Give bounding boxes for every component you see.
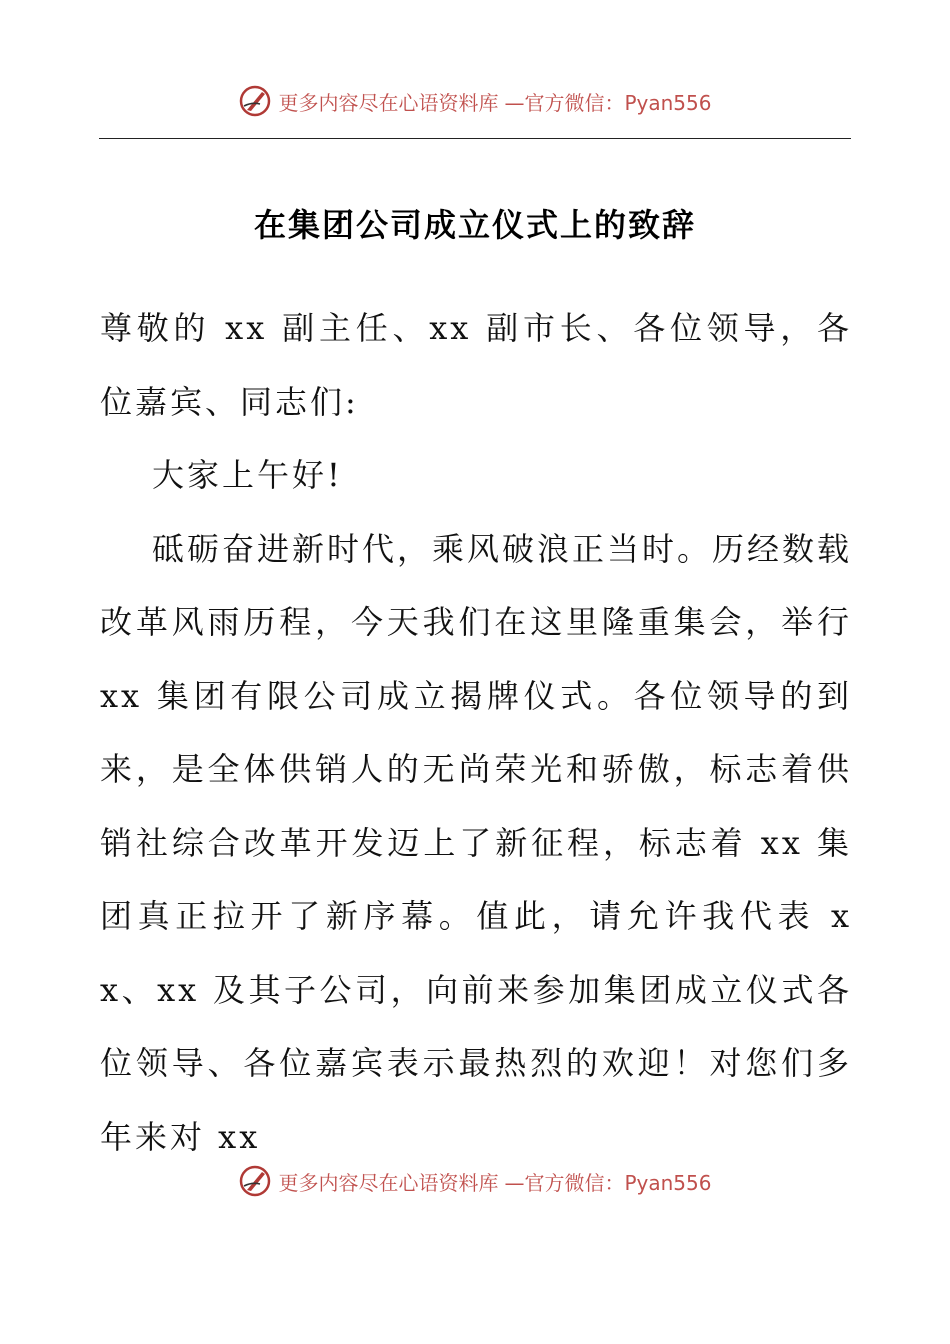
paragraph: 砥砺奋进新时代，乘风破浪正当时。历经数载改革风雨历程，今天我们在这里隆重集会，举行 xx 集团有限公司成立揭牌仪式。各位领导的到来，是全体供销人的无尚荣光和骄傲，标志着供销社综合改革开发迈上了新征程，标志着 xx 集团真正拉开了新序幕。值此，请允许我代表 xx、xx 及其子公司，向前来参加集团成立仪式各位领导、各位嘉宾表示最热烈的欢迎！对您们多年来对 xx (100, 529, 853, 1156)
quill-logo-icon (238, 1164, 272, 1198)
banner-text-main: 更多内容尽在心语资料库 (278, 1170, 499, 1195)
footer-banner (0, 1164, 950, 1198)
greeting: 大家上午好! (152, 456, 343, 494)
banner-text-sub: —官方微信：Pyan556 (504, 90, 712, 115)
header-banner (0, 84, 950, 118)
header-divider (99, 138, 851, 139)
document-body (100, 292, 852, 1174)
banner-text-main: 更多内容尽在心语资料库 (278, 90, 499, 115)
quill-logo-icon (238, 84, 272, 118)
salutation: 尊敬的 xx 副主任、xx 副市长、各位领导，各位嘉宾、同志们: (100, 309, 852, 421)
banner-text-sub: —官方微信：Pyan556 (504, 1170, 712, 1195)
document-title: 在集团公司成立仪式上的致辞 (253, 206, 696, 244)
